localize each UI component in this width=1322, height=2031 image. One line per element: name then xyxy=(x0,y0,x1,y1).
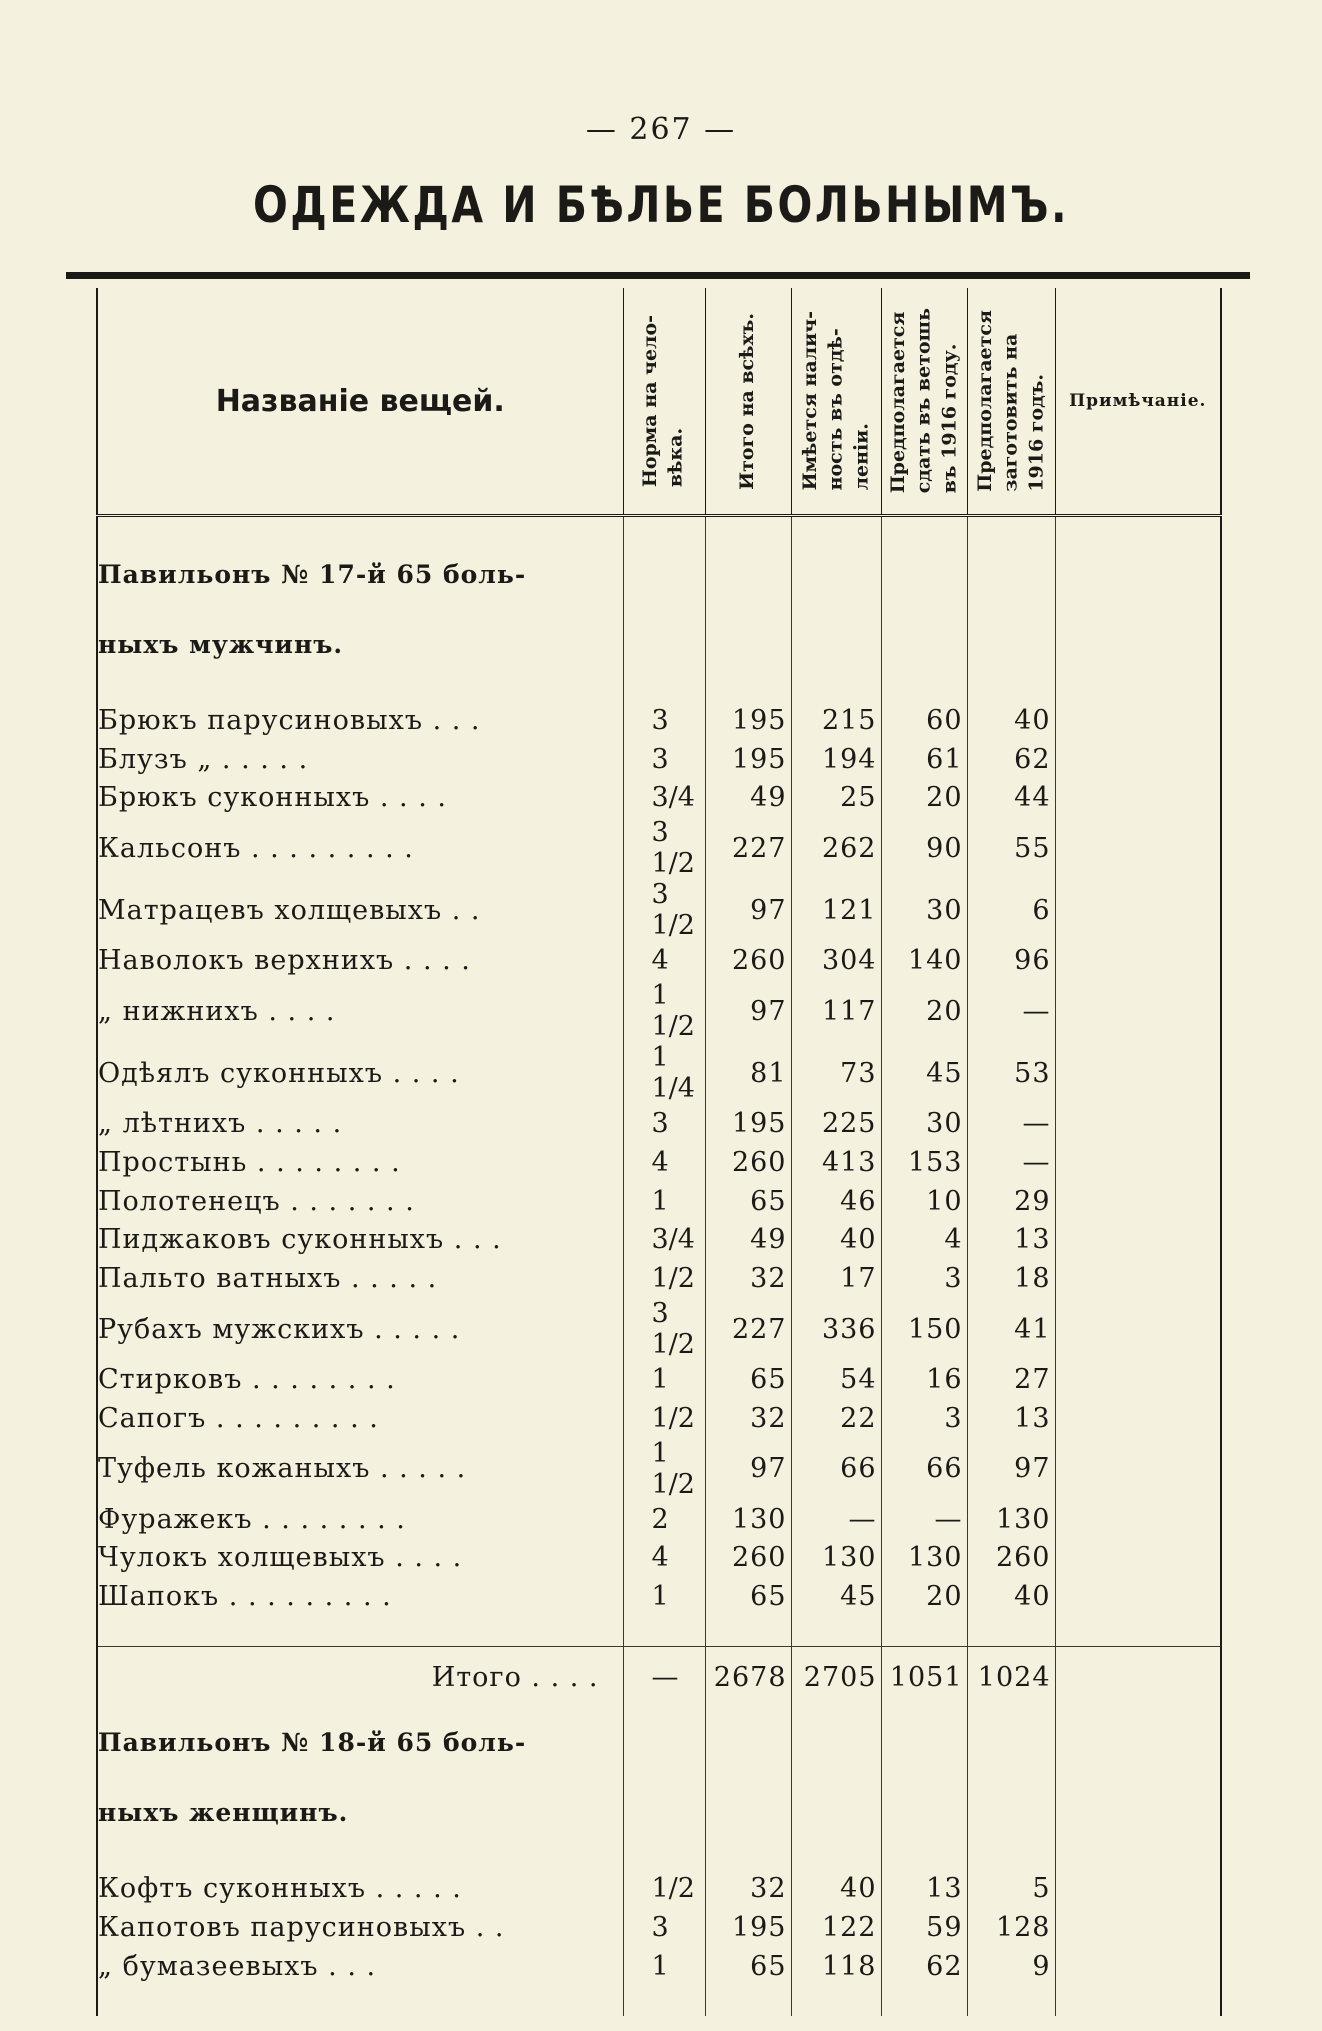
discard-value: 30 xyxy=(881,1104,967,1143)
empty-cell xyxy=(1055,679,1221,701)
empty-cell xyxy=(705,1616,791,1647)
empty-cell xyxy=(881,1986,967,2016)
pavilion-17-title-line1: Павильонъ № 17-й 65 боль- xyxy=(97,539,623,609)
discard-value: 20 xyxy=(881,1577,967,1616)
make-value: 96 xyxy=(967,941,1055,980)
empty-cell xyxy=(623,1777,705,1847)
note-cell xyxy=(1055,701,1221,740)
pavilion-17-row xyxy=(97,779,1221,818)
norm-value: 1/2 xyxy=(623,1869,705,1908)
norm-value: 1 xyxy=(623,1577,705,1616)
discard-value: 153 xyxy=(881,1143,967,1182)
make-value: 9 xyxy=(967,1947,1055,1986)
total-make: 1024 xyxy=(967,1647,1055,1708)
make-value: 27 xyxy=(967,1360,1055,1399)
item-name: „ нижнихъ . . . . xyxy=(97,980,623,1042)
empty-cell xyxy=(967,1707,1055,1777)
empty-cell xyxy=(791,1847,881,1869)
available-value: 54 xyxy=(791,1360,881,1399)
note-cell xyxy=(1055,1438,1221,1500)
total-value: 195 xyxy=(705,740,791,779)
available-value: 130 xyxy=(791,1539,881,1578)
total-value: 81 xyxy=(705,1042,791,1104)
make-value: — xyxy=(967,1104,1055,1143)
item-name: Капотовъ парусиновыхъ . . xyxy=(97,1908,623,1947)
empty-cell xyxy=(97,679,623,701)
norm-value: 3 1/2 xyxy=(623,817,705,879)
discard-value: 30 xyxy=(881,879,967,941)
available-value: 73 xyxy=(791,1042,881,1104)
discard-value: 140 xyxy=(881,941,967,980)
total-value: 65 xyxy=(705,1182,791,1221)
pavilion-17-row xyxy=(97,1500,1221,1539)
make-value: 41 xyxy=(967,1298,1055,1360)
norm-value: 3 xyxy=(623,740,705,779)
pavilion-17-row xyxy=(97,817,1221,879)
pavilion-17-title-row-2 xyxy=(97,609,1221,679)
pavilion-18-title-row-2 xyxy=(97,1777,1221,1847)
norm-value: 1 xyxy=(623,1182,705,1221)
empty-cell xyxy=(967,679,1055,701)
empty-cell xyxy=(881,1707,967,1777)
item-name: Кофтъ суконныхъ . . . . . xyxy=(97,1869,623,1908)
available-value: 25 xyxy=(791,779,881,818)
available-value: 122 xyxy=(791,1908,881,1947)
available-value: — xyxy=(791,1500,881,1539)
header-discard: Предполагается сдать въ ветошь въ 1916 году. xyxy=(881,288,967,516)
total-discard: 1051 xyxy=(881,1647,967,1708)
norm-value: 1/2 xyxy=(623,1399,705,1438)
pavilion-17-row xyxy=(97,1399,1221,1438)
pavilion-18-title-line2: ныхъ женщинъ. xyxy=(97,1777,623,1847)
pavilion-18-title-row xyxy=(97,1707,1221,1777)
gap-row xyxy=(97,1986,1221,2016)
total-value: 227 xyxy=(705,1298,791,1360)
total-norm: — xyxy=(623,1647,705,1708)
empty-cell xyxy=(623,679,705,701)
pavilion-17-row xyxy=(97,1221,1221,1260)
empty-cell xyxy=(1055,1707,1221,1777)
norm-value: 3 xyxy=(623,1908,705,1947)
empty-cell xyxy=(1055,1986,1221,2016)
header-name: Названіе вещей. xyxy=(97,288,623,516)
make-value: 5 xyxy=(967,1869,1055,1908)
available-value: 413 xyxy=(791,1143,881,1182)
note-cell xyxy=(1055,1869,1221,1908)
pavilion-17-row xyxy=(97,1182,1221,1221)
item-name: „ лѣтнихъ . . . . . xyxy=(97,1104,623,1143)
total-value: 195 xyxy=(705,1908,791,1947)
available-value: 22 xyxy=(791,1399,881,1438)
empty-cell xyxy=(1055,1616,1221,1647)
item-name: Одѣялъ суконныхъ . . . . xyxy=(97,1042,623,1104)
empty-cell xyxy=(623,1847,705,1869)
item-name: Пальто ватныхъ . . . . . xyxy=(97,1259,623,1298)
empty-cell xyxy=(705,1707,791,1777)
empty-cell xyxy=(791,679,881,701)
item-name: „ бумазеевыхъ . . . xyxy=(97,1947,623,1986)
available-value: 215 xyxy=(791,701,881,740)
item-name: Брюкъ парусиновыхъ . . . xyxy=(97,701,623,740)
pavilion-17-row xyxy=(97,1259,1221,1298)
spacer-row xyxy=(97,516,1221,540)
empty-cell xyxy=(967,1986,1055,2016)
discard-value: — xyxy=(881,1500,967,1539)
total-value: 65 xyxy=(705,1947,791,1986)
discard-value: 20 xyxy=(881,779,967,818)
empty-cell xyxy=(97,1616,623,1647)
make-value: 130 xyxy=(967,1500,1055,1539)
note-cell xyxy=(1055,779,1221,818)
total-value: 260 xyxy=(705,941,791,980)
norm-value: 1/2 xyxy=(623,1259,705,1298)
item-name: Наволокъ верхнихъ . . . . xyxy=(97,941,623,980)
pavilion-17-row xyxy=(97,1042,1221,1104)
note-cell xyxy=(1055,1221,1221,1260)
item-name: Стирковъ . . . . . . . . xyxy=(97,1360,623,1399)
note-cell xyxy=(1055,1259,1221,1298)
available-value: 40 xyxy=(791,1221,881,1260)
total-value: 227 xyxy=(705,817,791,879)
available-value: 17 xyxy=(791,1259,881,1298)
total-value: 97 xyxy=(705,1438,791,1500)
make-value: 13 xyxy=(967,1221,1055,1260)
empty-cell xyxy=(791,1707,881,1777)
header-norm: Норма на чело- вѣка. xyxy=(623,288,705,516)
discard-value: 61 xyxy=(881,740,967,779)
pavilion-17-row xyxy=(97,1438,1221,1500)
discard-value: 10 xyxy=(881,1182,967,1221)
pavilion-17-row xyxy=(97,740,1221,779)
item-name: Пиджаковъ суконныхъ . . . xyxy=(97,1221,623,1260)
make-value: — xyxy=(967,1143,1055,1182)
make-value: 260 xyxy=(967,1539,1055,1578)
discard-value: 4 xyxy=(881,1221,967,1260)
pavilion-18-row xyxy=(97,1908,1221,1947)
empty-cell xyxy=(705,1777,791,1847)
empty-cell xyxy=(1055,1847,1221,1869)
make-value: — xyxy=(967,980,1055,1042)
total-value: 49 xyxy=(705,1221,791,1260)
make-value: 40 xyxy=(967,701,1055,740)
empty-cell xyxy=(791,1777,881,1847)
discard-value: 150 xyxy=(881,1298,967,1360)
discard-value: 62 xyxy=(881,1947,967,1986)
note-cell xyxy=(1055,1908,1221,1947)
pavilion-17-title-row xyxy=(97,539,1221,609)
norm-value: 1 xyxy=(623,1947,705,1986)
pavilion-17-row xyxy=(97,1298,1221,1360)
empty-cell xyxy=(967,1616,1055,1647)
norm-value: 3/4 xyxy=(623,1221,705,1260)
norm-value: 3 1/2 xyxy=(623,879,705,941)
item-name: Матрацевъ холщевыхъ . . xyxy=(97,879,623,941)
empty-cell xyxy=(623,1986,705,2016)
pavilion-18-row xyxy=(97,1869,1221,1908)
pavilion-17-row xyxy=(97,980,1221,1042)
note-cell xyxy=(1055,879,1221,941)
note-cell xyxy=(1055,1182,1221,1221)
available-value: 117 xyxy=(791,980,881,1042)
make-value: 13 xyxy=(967,1399,1055,1438)
empty-cell xyxy=(97,1847,623,1869)
item-name: Простынь . . . . . . . . xyxy=(97,1143,623,1182)
item-name: Полотенецъ . . . . . . . xyxy=(97,1182,623,1221)
total-available: 2705 xyxy=(791,1647,881,1708)
norm-value: 3 xyxy=(623,1104,705,1143)
spacer-row xyxy=(97,1847,1221,1869)
empty-cell xyxy=(97,1986,623,2016)
total-value: 65 xyxy=(705,1577,791,1616)
header-note: Примѣчаніе. xyxy=(1055,288,1221,516)
pavilion-17-total-row xyxy=(97,1647,1221,1708)
empty-cell xyxy=(967,1777,1055,1847)
available-value: 45 xyxy=(791,1577,881,1616)
discard-value: 3 xyxy=(881,1259,967,1298)
spacer-row xyxy=(97,679,1221,701)
total-label: Итого . . . . xyxy=(97,1647,623,1708)
available-value: 304 xyxy=(791,941,881,980)
pavilion-17-row xyxy=(97,1577,1221,1616)
header-available: Имѣется налич- ность въ отдѣ- леніи. xyxy=(791,288,881,516)
discard-value: 66 xyxy=(881,1438,967,1500)
page-title: ОДЕЖДА И БѢЛЬЕ БОЛЬНЫМЪ. xyxy=(252,176,1070,234)
norm-value: 1 1/4 xyxy=(623,1042,705,1104)
pavilion-18-row xyxy=(97,1947,1221,1986)
empty-cell xyxy=(881,1616,967,1647)
available-value: 40 xyxy=(791,1869,881,1908)
note-cell xyxy=(1055,817,1221,879)
make-value: 55 xyxy=(967,817,1055,879)
available-value: 66 xyxy=(791,1438,881,1500)
pavilion-17-row xyxy=(97,879,1221,941)
norm-value: 4 xyxy=(623,1539,705,1578)
discard-value: 3 xyxy=(881,1399,967,1438)
total-value: 49 xyxy=(705,779,791,818)
make-value: 40 xyxy=(967,1577,1055,1616)
total-value: 130 xyxy=(705,1500,791,1539)
make-value: 44 xyxy=(967,779,1055,818)
make-value: 128 xyxy=(967,1908,1055,1947)
total-value: 97 xyxy=(705,879,791,941)
discard-value: 130 xyxy=(881,1539,967,1578)
discard-value: 60 xyxy=(881,701,967,740)
empty-cell xyxy=(791,1986,881,2016)
norm-value: 4 xyxy=(623,1143,705,1182)
item-name: Брюкъ суконныхъ . . . . xyxy=(97,779,623,818)
item-name: Сапогъ . . . . . . . . . xyxy=(97,1399,623,1438)
note-cell xyxy=(1055,1399,1221,1438)
gap-row xyxy=(97,1616,1221,1647)
make-value: 62 xyxy=(967,740,1055,779)
pavilion-18-title-line1: Павильонъ № 18-й 65 боль- xyxy=(97,1707,623,1777)
discard-value: 90 xyxy=(881,817,967,879)
empty-cell xyxy=(705,1986,791,2016)
item-name: Чулокъ холщевыхъ . . . . xyxy=(97,1539,623,1578)
pavilion-17-row xyxy=(97,941,1221,980)
pavilion-17-title-line2: ныхъ мужчинъ. xyxy=(97,609,623,679)
norm-value: 1 xyxy=(623,1360,705,1399)
discard-value: 45 xyxy=(881,1042,967,1104)
empty-cell xyxy=(791,1616,881,1647)
available-value: 121 xyxy=(791,879,881,941)
note-cell xyxy=(1055,1042,1221,1104)
note-cell xyxy=(1055,1500,1221,1539)
item-name: Туфель кожаныхъ . . . . . xyxy=(97,1438,623,1500)
norm-value: 2 xyxy=(623,1500,705,1539)
available-value: 118 xyxy=(791,1947,881,1986)
make-value: 6 xyxy=(967,879,1055,941)
empty-cell xyxy=(705,679,791,701)
note-cell xyxy=(1055,1143,1221,1182)
empty-cell xyxy=(623,1616,705,1647)
make-value: 29 xyxy=(967,1182,1055,1221)
note-cell xyxy=(1055,1647,1221,1708)
note-cell xyxy=(1055,1104,1221,1143)
norm-value: 3/4 xyxy=(623,779,705,818)
header-total: Итого на всѣхъ. xyxy=(705,288,791,516)
pavilion-17-row xyxy=(97,701,1221,740)
note-cell xyxy=(1055,980,1221,1042)
pavilion-17-row xyxy=(97,1360,1221,1399)
pavilion-17-row xyxy=(97,1539,1221,1578)
discard-value: 20 xyxy=(881,980,967,1042)
note-cell xyxy=(1055,1360,1221,1399)
norm-value: 3 1/2 xyxy=(623,1298,705,1360)
note-cell xyxy=(1055,941,1221,980)
item-name: Рубахъ мужскихъ . . . . . xyxy=(97,1298,623,1360)
make-value: 97 xyxy=(967,1438,1055,1500)
total-value: 195 xyxy=(705,701,791,740)
norm-value: 1 1/2 xyxy=(623,980,705,1042)
discard-value: 16 xyxy=(881,1360,967,1399)
total-value: 65 xyxy=(705,1360,791,1399)
note-cell xyxy=(1055,1577,1221,1616)
pavilion-17-row xyxy=(97,1143,1221,1182)
available-value: 225 xyxy=(791,1104,881,1143)
empty-cell xyxy=(967,1847,1055,1869)
page-number: — 267 — xyxy=(585,112,737,147)
discard-value: 13 xyxy=(881,1869,967,1908)
top-rule xyxy=(66,272,1250,279)
header-row xyxy=(97,288,1221,516)
header-make: Предполагается заготовить на 1916 годъ. xyxy=(967,288,1055,516)
available-value: 336 xyxy=(791,1298,881,1360)
make-value: 18 xyxy=(967,1259,1055,1298)
item-name: Шапокъ . . . . . . . . . xyxy=(97,1577,623,1616)
total-value: 32 xyxy=(705,1259,791,1298)
item-name: Кальсонъ . . . . . . . . . xyxy=(97,817,623,879)
item-name: Фуражекъ . . . . . . . . xyxy=(97,1500,623,1539)
total-value: 97 xyxy=(705,980,791,1042)
empty-cell xyxy=(623,1707,705,1777)
clothing-table xyxy=(96,288,1222,2016)
item-name: Блузъ „ . . . . . xyxy=(97,740,623,779)
total-value: 195 xyxy=(705,1104,791,1143)
make-value: 53 xyxy=(967,1042,1055,1104)
available-value: 46 xyxy=(791,1182,881,1221)
available-value: 262 xyxy=(791,817,881,879)
total-value: 32 xyxy=(705,1869,791,1908)
empty-cell xyxy=(881,1777,967,1847)
norm-value: 1 1/2 xyxy=(623,1438,705,1500)
empty-cell xyxy=(705,1847,791,1869)
empty-cell xyxy=(881,679,967,701)
total-value: 260 xyxy=(705,1539,791,1578)
empty-cell xyxy=(1055,1777,1221,1847)
norm-value: 4 xyxy=(623,941,705,980)
available-value: 194 xyxy=(791,740,881,779)
note-cell xyxy=(1055,740,1221,779)
note-cell xyxy=(1055,1539,1221,1578)
note-cell xyxy=(1055,1298,1221,1360)
norm-value: 3 xyxy=(623,701,705,740)
empty-cell xyxy=(881,1847,967,1869)
total-total: 2678 xyxy=(705,1647,791,1708)
pavilion-17-row xyxy=(97,1104,1221,1143)
total-value: 260 xyxy=(705,1143,791,1182)
discard-value: 59 xyxy=(881,1908,967,1947)
total-value: 32 xyxy=(705,1399,791,1438)
note-cell xyxy=(1055,1947,1221,1986)
